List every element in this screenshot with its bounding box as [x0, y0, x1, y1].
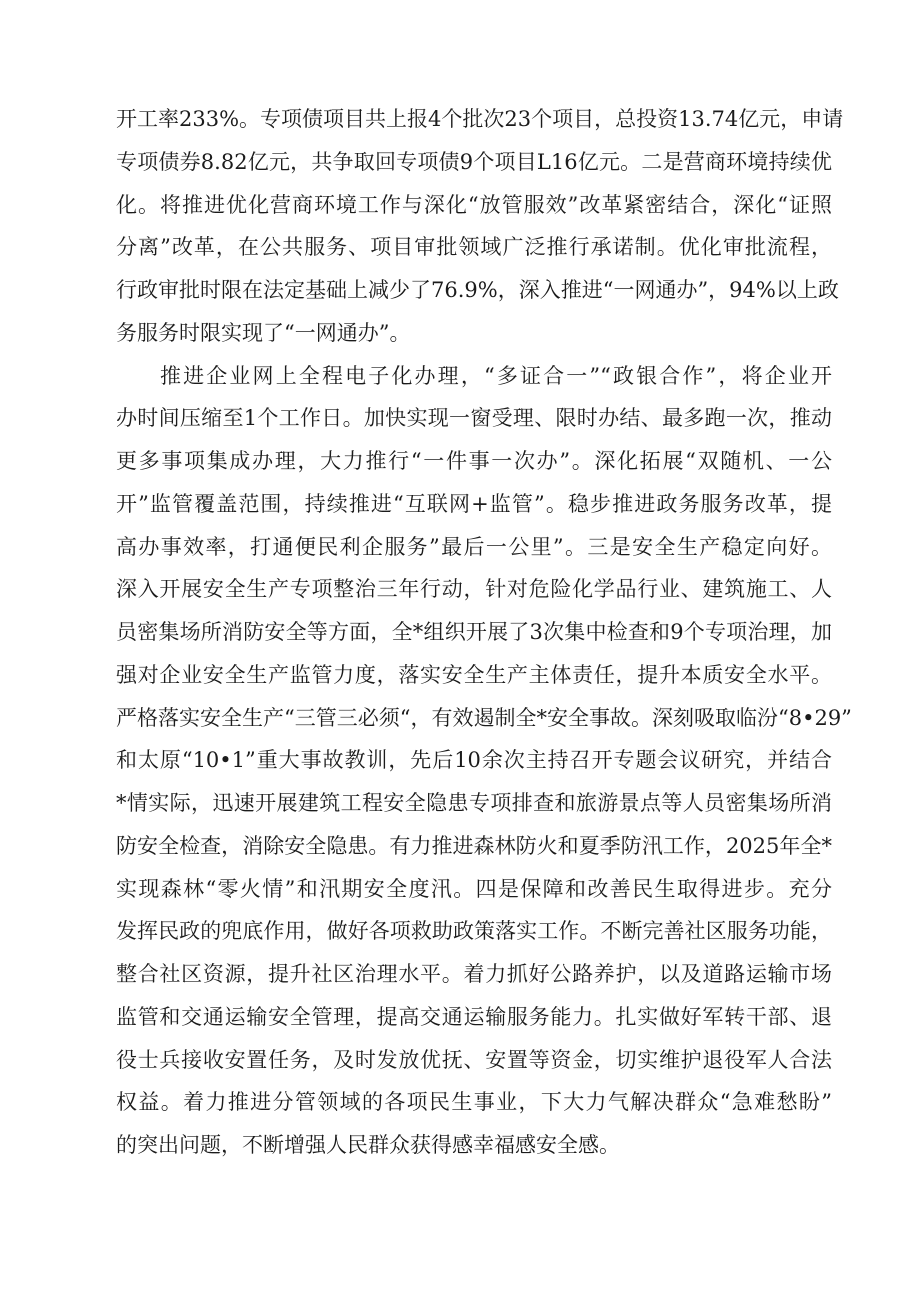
text-line: 务服务时限实现了“一网通办”。	[116, 320, 411, 345]
paragraph-1	[116, 98, 844, 355]
text-line: 专项债券8.82亿元，共争取回专项债9个项目L16亿元。二是营商环境持续优	[116, 149, 832, 174]
text-line: 发挥民政的兜底作用，做好各项救助政策落实工作。不断完善社区服务功能，	[116, 919, 832, 944]
text-line: 和太原“10•1”重大事故教训，先后10余次主持召开专题会议研究，并结合	[116, 748, 832, 773]
text-line: 役士兵接收安置任务，及时发放优抚、安置等资金，切实维护退役军人合法	[116, 1047, 832, 1072]
text-line: 防安全检查，消除安全隐患。有力推进森林防火和夏季防汛工作，2025年全*	[116, 833, 832, 858]
text-line: 监管和交通运输安全管理，提高交通运输服务能力。扎实做好军转干部、退	[116, 1004, 832, 1029]
text-line: 推进企业网上全程电子化办理，“多证合一”“政银合作”，将企业开	[160, 363, 832, 388]
text-line: 高办事效率，打通便民利企服务”最后一公里”。三是安全生产稳定向好。	[116, 534, 832, 559]
text-line: *情实际，迅速开展建筑工程安全隐患专项排查和旅游景点等人员密集场所消	[116, 791, 832, 815]
text-line: 员密集场所消防安全等方面，全*组织开展了3次集中检查和9个专项治理，加	[116, 620, 832, 644]
paragraph-2	[116, 355, 852, 1167]
text-line: 实现森林“零火情”和汛期安全度汛。四是保障和改善民生取得进步。充分	[116, 876, 832, 901]
text-line: 强对企业安全生产监管力度，落实安全生产主体责任，提升本质安全水平。	[116, 662, 832, 687]
text-line: 化。将推进优化营商环境工作与深化“放管服效”改革紧密结合，深化“证照	[116, 192, 832, 217]
text-line: 更多事项集成办理，大力推行“一件事一次办”。深化拓展“双随机、一公	[116, 449, 832, 473]
text-line: 的突出问题，不断增强人民群众获得感幸福感安全感。	[116, 1133, 620, 1157]
text-line: 行政审批时限在法定基础上减少了76.9%，深入推进“一网通办”，94%以上政	[116, 278, 839, 302]
text-line: 分离”改革，在公共服务、项目审批领域广泛推行承诺制。优化审批流程，	[116, 235, 832, 260]
text-line: 整合社区资源，提升社区治理水平。着力抓好公路养护，以及道路运输市场	[116, 962, 832, 986]
body-text	[116, 98, 852, 1167]
text-line: 开工率233%。专项债项目共上报4个批次23个项目，总投资13.74亿元，申请	[116, 107, 844, 131]
text-line: 权益。着力推进分管领域的各项民生事业，下大力气解决群众“急难愁盼”	[116, 1090, 832, 1115]
text-line: 严格落实安全生产“三管三必须“，有效遏制全*安全事故。深刻吸取临汾“8•29”	[116, 705, 852, 730]
text-line: 深入开展安全生产专项整治三年行动，针对危险化学品行业、建筑施工、人	[116, 577, 832, 602]
text-line: 开”监管覆盖范围，持续推进“互联网+监管”。稳步推进政务服务改革，提	[116, 491, 832, 516]
text-line: 办时间压缩至1个工作日。加快实现一窗受理、限时办结、最多跑一次，推动	[116, 406, 832, 431]
